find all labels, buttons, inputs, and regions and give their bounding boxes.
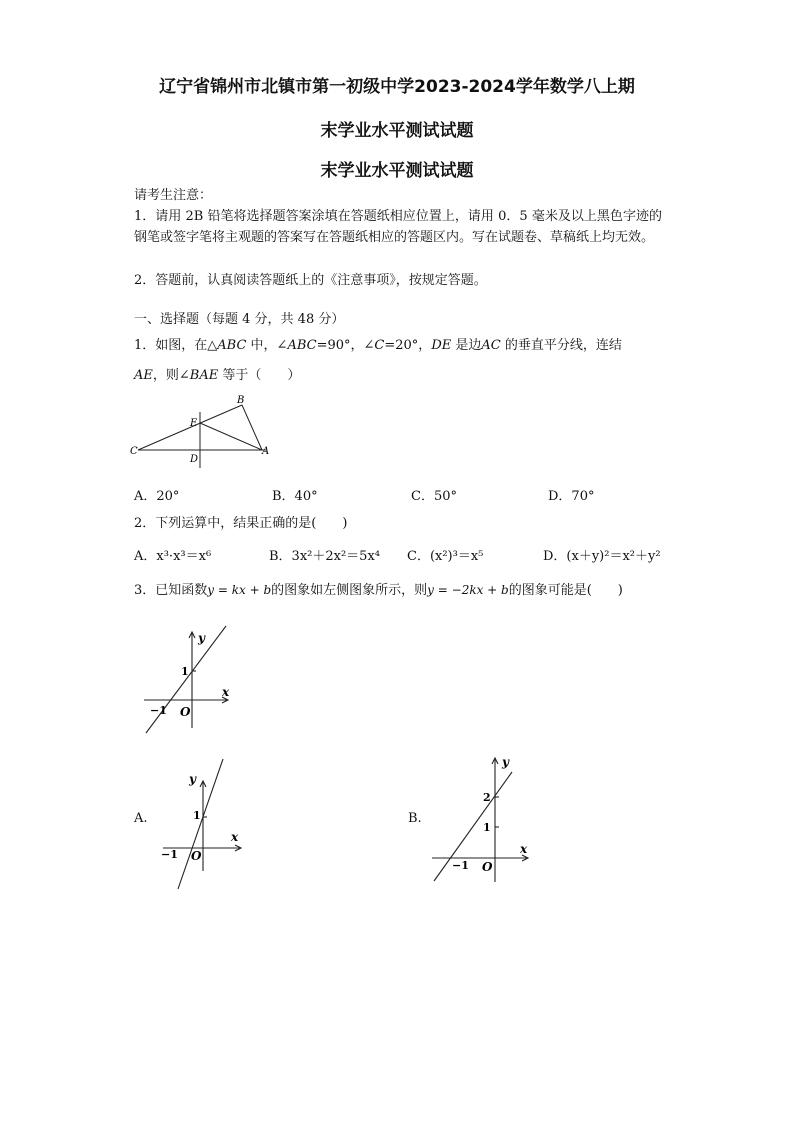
q3-formula-2: y = −2kx + b [427,583,509,597]
q1-c: C [374,338,385,353]
notice-heading: 请考生注意： [134,188,213,203]
q3-a-y-label: y [189,772,196,786]
q3-main-neg1-label: −1 [150,704,167,717]
q3-b-x-label: x [520,842,528,856]
q2-option-b[interactable]: B．3x²＋2x²＝5x⁴ [269,549,380,564]
q1-stem-line1 [134,336,622,356]
notice-item-1: 1．请用 2B 铅笔将选择题答案涂填在答题纸相应位置上，请用 0．5 毫米及以上黑色字迹的钢笔或签字笔将主观题的答案写在答题纸相应的答题区内。写在试题卷、草稿纸上均无效。 [134,209,662,245]
page-title-line1: 辽宁省锦州市北镇市第一初级中学2023-2024学年数学八上期 [159,77,635,97]
q3-option-b-label[interactable]: B. [408,811,422,826]
q3-a-origin-label: O [191,849,202,863]
page-title-line2: 末学业水平测试试题 [320,121,474,141]
q3-b-one-label: 1 [483,821,491,834]
q1-abc2: ABC [287,338,317,353]
q3-option-b-graph[interactable] [430,752,540,887]
q1-label-b: B [237,395,245,406]
q1-option-b[interactable]: B．40° [272,489,318,504]
q3-main-origin-label: O [180,705,191,719]
q1-option-c[interactable]: C．50° [411,489,457,504]
q1-text-f: 的垂直平分线，连结 [500,338,622,353]
q1-option-a[interactable]: A．20° [134,489,180,504]
q1-stem-line2 [134,366,300,386]
q3-b-two-label: 2 [483,791,491,804]
q1-label-d: D [190,454,199,465]
q3-formula-1: y = kx + b [207,583,272,597]
q1-text-d: =20°， [384,338,432,353]
q3-a-one-label: 1 [193,809,201,822]
q3-text-c: 的图象可能是( ) [508,583,623,598]
q1-label-c: C [130,446,138,457]
q1-text-c: =90°，∠ [316,338,375,353]
q3-b-origin-label: O [482,860,493,874]
page-title-line3: 末学业水平测试试题 [320,161,474,181]
q3-text-a: 3．已知函数 [134,583,208,598]
q3-option-a-graph[interactable] [155,755,255,895]
q3-option-a-label[interactable]: A. [134,811,148,826]
q1-triangle-figure [126,392,276,472]
q3-main-graph [140,620,240,738]
q3-text-b: 的图象如左侧图象所示，则 [271,583,428,598]
q1-text-e: 是边 [451,338,482,353]
notice-item-2: 2．答题前，认真阅读答题纸上的《注意事项》，按规定答题。 [134,273,487,288]
q2-stem: 2．下列运算中，结果正确的是( ) [134,516,348,531]
q3-a-neg1-label: −1 [161,848,178,861]
q3-b-neg1-label: −1 [452,859,469,872]
q1-bae: BAE [189,368,219,383]
q2-option-d[interactable]: D．(x＋y)²＝x²＋y² [543,549,661,564]
q1-option-d[interactable]: D．70° [548,489,595,504]
q1-ac: AC [481,338,501,353]
q1-label-e: E [190,418,198,429]
q3-main-one-label: 1 [181,665,189,678]
q1-label-a: A [262,446,270,457]
q3-b-y-label: y [502,755,509,769]
q1-text-b: 中，∠ [246,338,288,353]
q2-option-c[interactable]: C．(x²)³＝x⁵ [407,549,484,564]
q1-abc: ABC [217,338,247,353]
q3-main-x-label: x [222,685,230,699]
section-heading: 一、选择题（每题 4 分，共 48 分） [134,312,345,327]
q1-text-a: 1．如图，在△ [134,338,218,353]
q1-ae: AE [134,368,153,383]
q3-stem [134,580,623,601]
q3-main-y-label: y [198,631,205,645]
q3-a-x-label: x [231,830,239,844]
q1-de: DE [431,338,452,353]
q2-option-a[interactable]: A．x³·x³＝x⁶ [134,549,212,564]
q1-text-h: 等于（ ） [218,368,301,383]
q1-text-g: ，则∠ [152,368,190,383]
